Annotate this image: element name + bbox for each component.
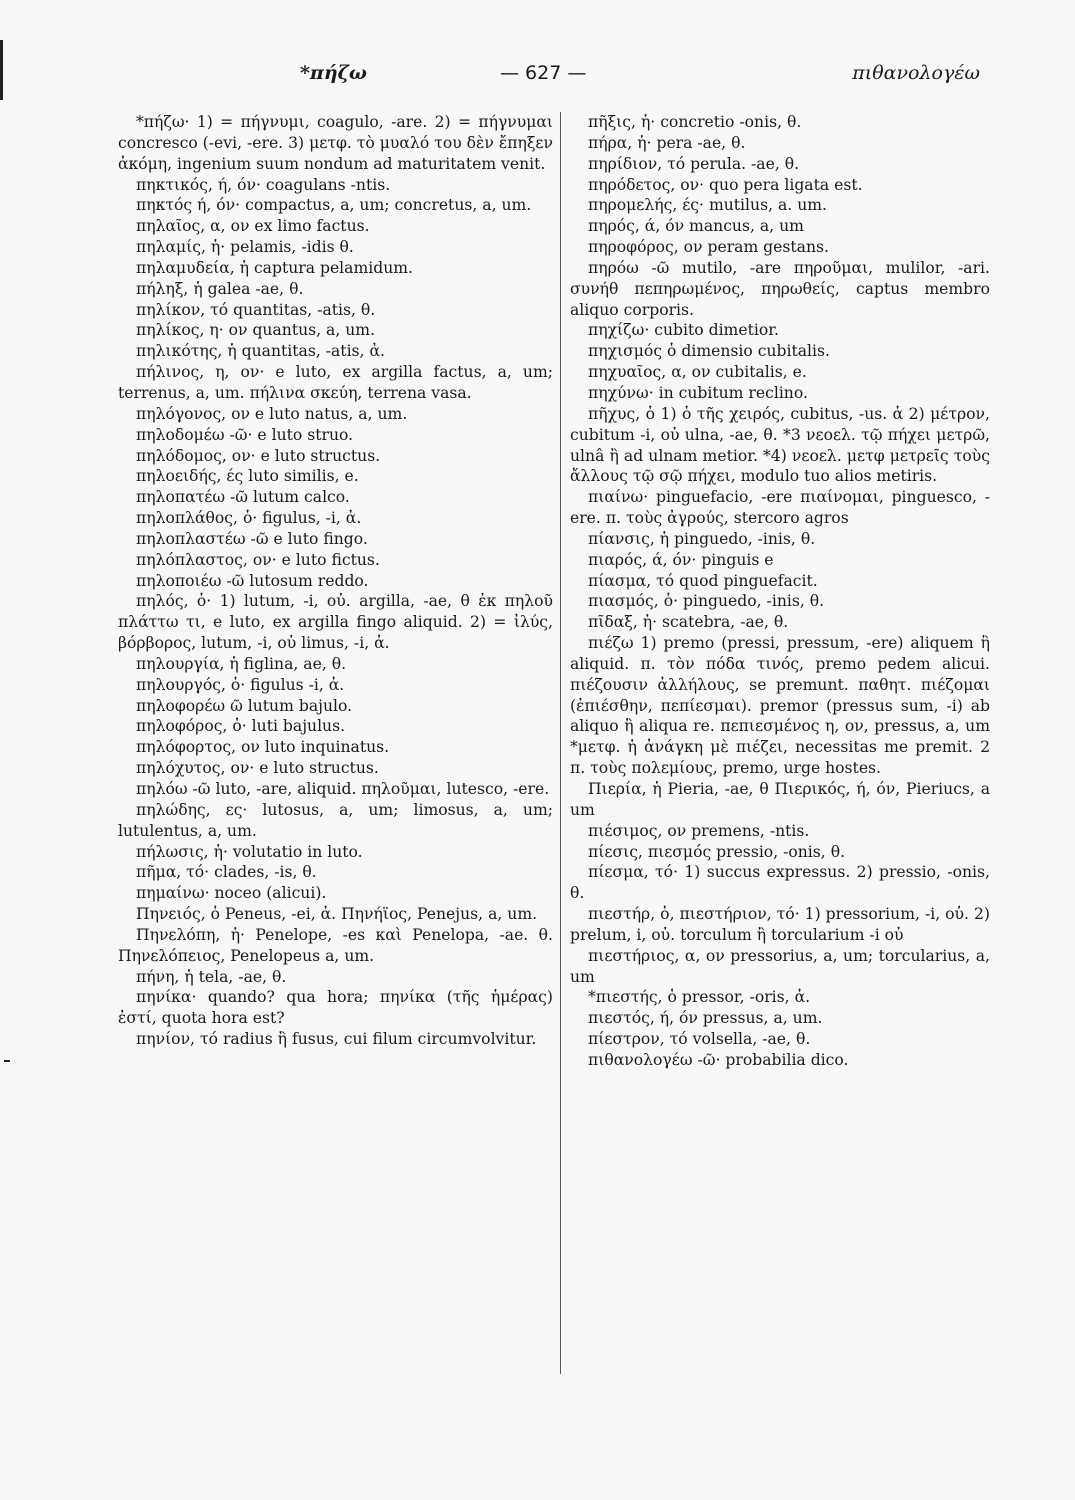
dictionary-entry: πηλοπλαστέω -ῶ e luto fingo. bbox=[136, 529, 368, 548]
dictionary-entry: πηλόχυτος, ον· e luto structus. bbox=[136, 759, 379, 778]
dictionary-entry: πηχυαῖος, α, ον cubitalis, e. bbox=[588, 363, 807, 382]
dictionary-entry: πηλοπλάθος, ὁ· figulus, -i, ἀ. bbox=[136, 509, 362, 528]
left-column bbox=[118, 112, 553, 1050]
dictionary-entry: πιεστός, ή, όν pressus, a, um. bbox=[588, 1009, 823, 1028]
dictionary-entry: πηλώδης, ες· lutosus, a, um; limosus, a, um; lutulentus, a, um. bbox=[118, 800, 553, 840]
dictionary-entry: πηλόπλαστος, ον· e luto fictus. bbox=[136, 550, 380, 569]
dictionary-entry: *πήζω· 1) = πήγνυμι, coagulo, -are. 2) = πήγνυμαι concresco (-evi, -ere. 3) μετφ. τὸ μυαλό του δὲν ἔπηξεν ἀκόμη, ingenium suum nondum ad maturitatem venit. bbox=[118, 113, 553, 173]
dictionary-entry: πιαίνω· pinguefacio, -ere πιαίνομαι, pinguesco, -ere. π. τοὺς ἀγρούς, stercoro agros bbox=[570, 488, 990, 528]
dictionary-entry: πίεστρον, τό volsella, -ae, θ. bbox=[588, 1030, 811, 1049]
dictionary-entry: Πηνειός, ὁ Peneus, -ei, ἀ. Πηνήϊος, Penejus, a, um. bbox=[136, 905, 538, 924]
dictionary-entry: πηλουργία, ἡ figlina, ae, θ. bbox=[136, 654, 347, 673]
dictionary-entry: πιασμός, ὁ· pinguedo, -inis, θ. bbox=[588, 592, 825, 611]
right-column bbox=[570, 112, 990, 1071]
binding-mark bbox=[0, 40, 3, 100]
column-divider bbox=[560, 112, 561, 1374]
header-last-word: πιθανολογέω bbox=[852, 62, 980, 84]
dictionary-entry: πηλόφορτος, ον luto inquinatus. bbox=[136, 738, 390, 757]
dictionary-entry: πηλοφόρος, ὁ· luti bajulus. bbox=[136, 717, 346, 736]
dictionary-entry: πίεσις, πιεσμός pressio, -onis, θ. bbox=[588, 842, 846, 861]
dictionary-entry: πηνίκα· quando? qua hora; πηνίκα (τῆς ἡμέρας) ἐστί, quota hora est? bbox=[118, 988, 553, 1028]
margin-tick bbox=[4, 1060, 10, 1062]
dictionary-entry: πιεστήριος, α, ον pressorius, a, um; torcularius, a, um bbox=[570, 946, 990, 986]
header-first-word: *πήζω bbox=[300, 62, 368, 84]
dictionary-entry: πίεσμα, τό· 1) succus expressus. 2) pressio, -onis, θ. bbox=[570, 863, 990, 903]
dictionary-entry: πίασμα, τό quod pinguefacit. bbox=[588, 571, 818, 590]
dictionary-entry: πημαίνω· noceo (alicui). bbox=[136, 884, 327, 903]
dictionary-entry: πῆμα, τό· clades, -is, θ. bbox=[136, 863, 317, 882]
dictionary-entry: πηλοποιέω -ῶ lutosum reddo. bbox=[136, 571, 369, 590]
dictionary-entry: πήρα, ἡ· pera -ae, θ. bbox=[588, 133, 746, 152]
dictionary-entry: πηκτικός, ή, όν· coagulans -ntis. bbox=[136, 175, 391, 194]
dictionary-entry: πήληξ, ἡ galea -ae, θ. bbox=[136, 279, 304, 298]
dictionary-entry: πῆχυς, ὁ 1) ὁ τῆς χειρός, cubitus, -us. ἀ 2) μέτρον, cubitum -i, οὐ ulna, -ae, θ. *3 νεοελ. τῷ πήχει μετρῶ, ulnâ ἢ ad ulnam metior. *4) νεοελ. μετφ μετρεῖς τοὺς ἄλλους τῷ σῷ πήχει, modulo tuo alios metiris. bbox=[570, 404, 990, 486]
dictionary-entry: πηροφόρος, ον peram gestans. bbox=[588, 238, 829, 257]
dictionary-entry: πήλωσις, ἡ· volutatio in luto. bbox=[136, 842, 363, 861]
dictionary-entry: πηλαμυδεία, ἡ captura pelamidum. bbox=[136, 258, 414, 277]
dictionary-entry: πηλοδομέω -ῶ· e luto struo. bbox=[136, 425, 354, 444]
dictionary-entry: πηλόω -ῶ luto, -are, aliquid. πηλοῦμαι, lutesco, -ere. bbox=[136, 780, 550, 798]
dictionary-entry: πηρίδιον, τό perula. -ae, θ. bbox=[588, 154, 800, 173]
dictionary-entry: πηνίον, τό radius ἢ fusus, cui filum circumvolvitur. bbox=[136, 1030, 537, 1049]
dictionary-entry: πηρομελής, ές· mutilus, a. um. bbox=[588, 196, 827, 215]
dictionary-entry: πήνη, ἡ tela, -ae, θ. bbox=[136, 967, 287, 986]
dictionary-entry: πηχισμός ὁ dimensio cubitalis. bbox=[588, 342, 830, 361]
dictionary-entry: πήλινος, η, ον· e luto, ex argilla factus, a, um; terrenus, a, um. πήλινα σκεύη, terrena vasa. bbox=[118, 363, 553, 402]
dictionary-entry: πηρόω -ῶ mutilo, -are πηροῦμαι, mulilor, -ari. συνήθ πεπηρωμένος, πηρωθείς, captus membro aliquo corporis. bbox=[570, 258, 990, 319]
dictionary-entry: πηλόδομος, ον· e luto structus. bbox=[136, 446, 381, 465]
dictionary-entry: πηλικότης, ἡ quantitas, -atis, ἀ. bbox=[136, 342, 385, 361]
dictionary-entry: *πιεστής, ὁ pressor, -oris, ἀ. bbox=[588, 988, 811, 1007]
dictionary-entry: πιαρός, ά, όν· pinguis e bbox=[588, 550, 774, 569]
dictionary-entry: πηλόγονος, ον e luto natus, a, um. bbox=[136, 404, 408, 423]
dictionary-entry: πηλουργός, ὁ· figulus -i, ἀ. bbox=[136, 675, 345, 694]
dictionary-entry: πηλοφορέω ῶ lutum bajulo. bbox=[136, 696, 353, 715]
dictionary-entry: πηλίκον, τό quantitas, -atis, θ. bbox=[136, 300, 376, 319]
dictionary-entry: πηκτός ή, όν· compactus, a, um; concretus, a, um. bbox=[136, 196, 532, 215]
dictionary-entry: πῆξις, ἡ· concretio -onis, θ. bbox=[588, 113, 802, 131]
page-number: — 627 — bbox=[500, 62, 587, 84]
dictionary-entry: πίανσις, ἡ pinguedo, -inis, θ. bbox=[588, 529, 816, 548]
dictionary-entry: πηρόδετος, ον· quo pera ligata est. bbox=[588, 175, 863, 194]
dictionary-entry: πιέσιμος, ον premens, -ntis. bbox=[588, 821, 810, 840]
dictionary-entry: πηλαμίς, ἡ· pelamis, -idis θ. bbox=[136, 238, 354, 257]
dictionary-entry: πηλοειδής, ές luto similis, e. bbox=[136, 467, 359, 486]
dictionary-entry: πηλός, ὁ· 1) lutum, -i, οὐ. argilla, -ae, θ ἐκ πηλοῦ πλάττω τι, e luto, ex argilla fingo aliquid. 2) = ἰλύς, βόρβορος, lutum, -i, οὐ limus, -i, ἀ. bbox=[118, 592, 553, 653]
page-header bbox=[300, 62, 980, 92]
dictionary-entry: πηλίκος, η· ον quantus, a, um. bbox=[136, 321, 376, 340]
dictionary-entry: πιθανολογέω -ῶ· probabilia dico. bbox=[588, 1050, 849, 1069]
dictionary-entry: Πηνελόπη, ἡ· Penelope, -es καὶ Penelopa, -ae. θ. Πηνελόπειος, Penelopeus a, um. bbox=[118, 925, 553, 965]
dictionary-entry: πηχύνω· in cubitum reclino. bbox=[588, 383, 808, 402]
dictionary-entry: πηχίζω· cubito dimetior. bbox=[588, 321, 779, 340]
dictionary-entry: πιεστήρ, ὁ, πιεστήριον, τό· 1) pressorium, -i, οὐ. 2) prelum, i, οὐ. torculum ἢ torcularium -i οὐ bbox=[570, 905, 990, 944]
dictionary-entry: Πιερία, ἡ Pieria, -ae, θ Πιερικός, ή, όν, Pieriucs, a um bbox=[570, 780, 990, 819]
dictionary-entry: πηλοπατέω -ῶ lutum calco. bbox=[136, 488, 350, 507]
dictionary-entry: πιέζω 1) premo (pressi, pressum, -ere) aliquem ἢ aliquid. π. τὸν πόδα τινός, premo pedem alicui. πιέζουσιν ἀλλήλους, se premunt. παθητ. πιέζομαι (ἐπιέσθην, πεπίεσμαι). premor (pressus sum, -i) ab aliquo ἢ aliqua re. πεπιεσμένος η, ον, pressus, a, um *μετφ. ἡ ἀνάγκη μὲ πιέζει, necessitas me premit. 2 π. τοὺς πολεμίους, premo, urge hostes. bbox=[570, 634, 990, 778]
dictionary-entry: πηλαῖος, α, ον ex limo factus. bbox=[136, 217, 370, 236]
dictionary-entry: πῖδαξ, ἡ· scatebra, -ae, θ. bbox=[588, 613, 789, 632]
dictionary-entry: πηρός, ά, όν mancus, a, um bbox=[588, 217, 804, 236]
